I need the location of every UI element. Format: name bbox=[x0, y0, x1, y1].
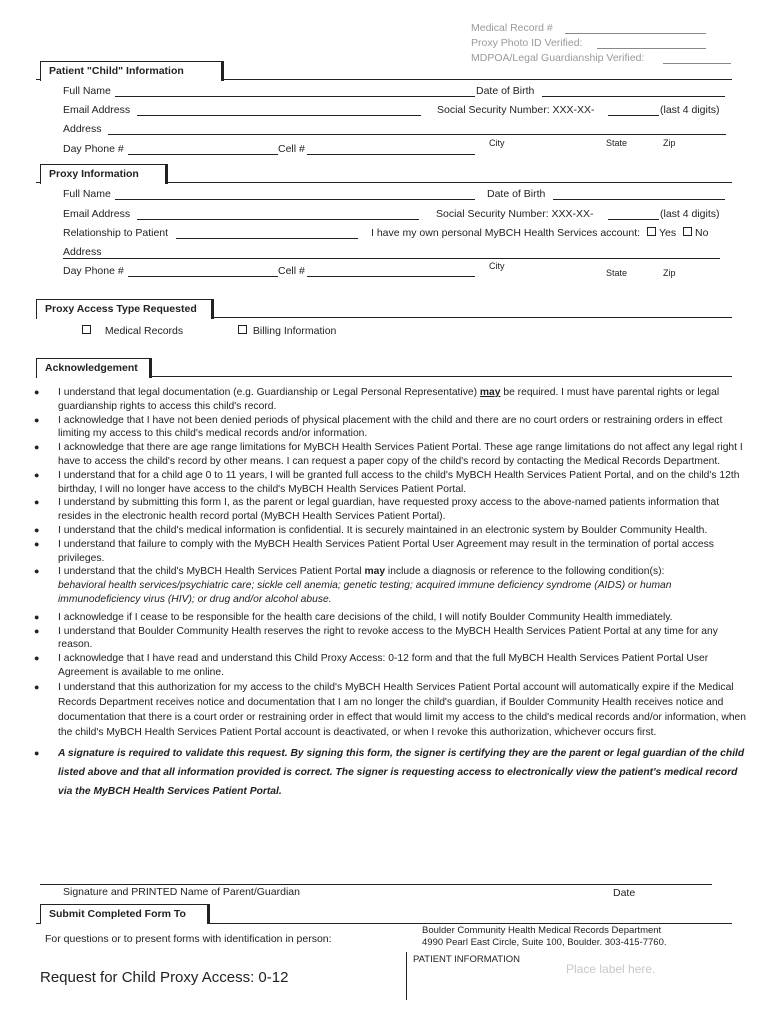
ack-emphasis: may bbox=[364, 566, 386, 578]
proxy-email-field[interactable] bbox=[137, 219, 419, 220]
bullet: ● bbox=[34, 566, 40, 577]
proxy-photo-field[interactable] bbox=[471, 37, 582, 50]
proxy-cell-field[interactable] bbox=[307, 276, 475, 277]
ack-item bbox=[34, 414, 746, 442]
proxy-state-label: State bbox=[606, 268, 628, 278]
proxy-city-label: City bbox=[489, 261, 505, 271]
bullet: ● bbox=[34, 524, 40, 535]
ack-text: I acknowledge if I cease to be responsible for the health care decisions of the child, I will notify Boulder Community Health immediately. bbox=[58, 611, 673, 623]
ack-text: A signature is required to validate this request. By signing this form, the signer is certifying they are the parent or legal guardian of the child listed above and that all information provided is correct. The signer is requesting access to electronically view the patient's medical record via the MyBCH Health Services Patient Portal. bbox=[58, 747, 745, 797]
bullet: ● bbox=[34, 469, 40, 480]
bullet: ● bbox=[34, 747, 40, 758]
signature-field[interactable] bbox=[40, 884, 712, 885]
proxy-account-no-label: No bbox=[695, 227, 709, 239]
medical-records-label: Medical Records bbox=[104, 325, 184, 337]
child-address-label: Address bbox=[63, 123, 102, 135]
ack-item bbox=[34, 469, 746, 497]
medical-records-option[interactable] bbox=[82, 325, 183, 338]
proxy-relationship-field[interactable] bbox=[176, 238, 358, 239]
child-full-name-field[interactable] bbox=[115, 96, 475, 97]
proxy-dob-label: Date of Birth bbox=[487, 188, 546, 200]
patient-info-label: PATIENT INFORMATION bbox=[413, 954, 520, 965]
child-email-field[interactable] bbox=[137, 115, 421, 116]
child-dob-label: Date of Birth bbox=[476, 85, 535, 97]
ack-text: I acknowledge that I have not been denied periods of physical placement with the child and there are no court orders or restraining orders in effect limiting my access to this child's medical records and/or information. bbox=[58, 414, 723, 440]
proxy-relationship-label: Relationship to Patient bbox=[63, 227, 169, 239]
ack-emphasis: may bbox=[479, 387, 501, 398]
medical-record-line bbox=[565, 33, 706, 34]
ack-text: include a diagnosis or reference to the following condition(s): bbox=[385, 566, 665, 578]
signature-date-label: Date bbox=[613, 887, 636, 899]
medical-record-field[interactable] bbox=[471, 22, 553, 35]
proxy-cell-label: Cell # bbox=[278, 265, 305, 277]
bullet: ● bbox=[34, 414, 40, 425]
proxy-ssn-field[interactable] bbox=[608, 219, 659, 220]
proxy-last4-label: (last 4 digits) bbox=[660, 208, 720, 220]
ack-italic-text: behavioral health services/psychiatric care; sickle cell anemia; genetic testing; acquired immune deficiency syndrome (AIDS) or human immunodeficiency virus (HIV); or drug and/or alcohol abuse. bbox=[58, 580, 672, 605]
child-state-label: State bbox=[606, 138, 628, 148]
mdpoa-line bbox=[663, 63, 731, 64]
ack-item bbox=[34, 625, 746, 653]
bullet: ● bbox=[34, 497, 40, 508]
medical-record-label: Medical Record # bbox=[471, 22, 553, 34]
proxy-address-label: Address bbox=[63, 246, 102, 258]
ack-item bbox=[34, 652, 746, 680]
submit-section-title: Submit Completed Form To bbox=[40, 904, 208, 924]
ack-item bbox=[34, 496, 746, 524]
submit-instructions: For questions or to present forms with identification in person: bbox=[45, 933, 332, 945]
ack-item bbox=[34, 680, 746, 740]
proxy-account-yes-checkbox[interactable] bbox=[647, 227, 656, 236]
bullet: ● bbox=[34, 625, 40, 636]
proxy-email-label: Email Address bbox=[63, 208, 131, 220]
ack-text: be required. I must have parental rights or legal guardianship rights to access this child's record. bbox=[58, 387, 720, 412]
child-cell-field[interactable] bbox=[307, 154, 475, 155]
form-title: Request for Child Proxy Access: 0-12 bbox=[40, 969, 289, 986]
child-cell-label: Cell # bbox=[278, 143, 305, 155]
child-last4-label: (last 4 digits) bbox=[660, 104, 720, 116]
child-day-phone-field[interactable] bbox=[128, 154, 278, 155]
bullet: ● bbox=[34, 387, 40, 397]
ack-item bbox=[34, 611, 746, 625]
ack-text: I acknowledge that there are age range limitations for MyBCH Health Services Patient Portal. These age range limitations do not affect any legal right I have to access the child's record by other means. I can request a paper copy of the child's record by contacting the Medical Records Department. bbox=[58, 442, 743, 467]
ack-text: I understand that Boulder Community Health reserves the right to revoke access to the MyBCH Health Services Patient Portal at any time for any reason. bbox=[58, 625, 718, 651]
proxy-account-yes-label: Yes bbox=[658, 227, 677, 239]
submit-address bbox=[422, 925, 667, 948]
child-day-phone-label: Day Phone # bbox=[63, 143, 124, 155]
ack-item bbox=[34, 441, 746, 469]
ack-text: I understand by submitting this form I, as the parent or legal guardian, have requested proxy access to the above-named patients information that resides in the electronic health record portal (MyBCH Health Services Patient Portal). bbox=[58, 497, 720, 523]
proxy-day-phone-field[interactable] bbox=[128, 276, 278, 277]
ack-text: I understand that failure to comply with the MyBCH Health Services Patient Portal User Agreement may result in the termination of portal access privileges. bbox=[58, 538, 714, 564]
billing-option[interactable] bbox=[238, 325, 336, 338]
access-section-title: Proxy Access Type Requested bbox=[36, 299, 212, 319]
child-dob-field[interactable] bbox=[542, 96, 725, 97]
ack-text: I understand that for a child age 0 to 11 years, I will be granted full access to the child's MyBCH Health Services Patient Portal, and on the child's 12th birthday, I will no longer have access to the child's MyBCH Health Services Patient Portal. bbox=[58, 469, 740, 495]
ack-list bbox=[34, 386, 746, 801]
child-email-label: Email Address bbox=[63, 104, 131, 116]
billing-checkbox[interactable] bbox=[238, 325, 247, 334]
patient-info-divider bbox=[406, 952, 407, 1000]
proxy-zip-label: Zip bbox=[663, 268, 676, 278]
submit-address-line1: Boulder Community Health Medical Records Department bbox=[422, 925, 662, 936]
ack-item bbox=[34, 386, 746, 414]
bullet: ● bbox=[34, 681, 40, 692]
ack-text: I acknowledge that I have read and understand this Child Proxy Access: 0-12 form and that the full MyBCH Health Services Patient Portal User Agreement is available to me online. bbox=[58, 653, 709, 678]
ack-text: I understand that the child's MyBCH Health Services Patient Portal bbox=[58, 566, 365, 578]
medical-records-checkbox[interactable] bbox=[82, 325, 91, 334]
proxy-section-title: Proxy Information bbox=[40, 164, 166, 184]
ack-item-signature-notice bbox=[34, 744, 746, 801]
bullet: ● bbox=[34, 538, 40, 549]
child-address-field[interactable] bbox=[108, 134, 726, 135]
child-section-title: Patient "Child" Information bbox=[40, 61, 222, 81]
child-ssn-field[interactable] bbox=[608, 115, 659, 116]
proxy-account-no-checkbox[interactable] bbox=[683, 227, 692, 236]
mdpoa-field[interactable] bbox=[471, 52, 644, 65]
ack-section-title: Acknowledgement bbox=[36, 358, 150, 378]
ack-text: I understand that legal documentation (e.g. Guardianship or Legal Personal Representative) bbox=[58, 387, 480, 398]
proxy-day-phone-label: Day Phone # bbox=[63, 265, 124, 277]
place-label-placeholder[interactable]: Place label here. bbox=[566, 962, 656, 976]
signature-label: Signature and PRINTED Name of Parent/Guardian bbox=[63, 886, 300, 898]
proxy-ssn-label: Social Security Number: XXX-XX- bbox=[436, 208, 594, 220]
bullet: ● bbox=[34, 442, 40, 453]
child-city-label: City bbox=[489, 138, 505, 148]
proxy-photo-line bbox=[597, 48, 706, 49]
billing-label: Billing Information bbox=[252, 325, 337, 337]
child-full-name-label: Full Name bbox=[63, 85, 111, 97]
proxy-address-field[interactable] bbox=[63, 258, 720, 259]
submit-address-line2: 4990 Pearl East Circle, Suite 100, Boulder. 303-415-7760. bbox=[422, 936, 667, 948]
mdpoa-label: MDPOA/Legal Guardianship Verified: bbox=[471, 52, 645, 64]
proxy-full-name-label: Full Name bbox=[63, 188, 111, 200]
bullet: ● bbox=[34, 653, 40, 664]
ack-item bbox=[34, 565, 746, 606]
ack-text: I understand that this authorization for my access to the child's MyBCH Health Services Patient Portal account will automatically expire if the Medical Records Department receives notice and documentation that I am no longer the child's guardian, if Boulder Community Health receives notice and documentation that there is a court order or restraining order in effect that would limit my access to the child's medical records and/or information, when the child's MyBCH Health Services Patient Portal account is deactivated, or when I revoke this authorization, whichever occurs first. bbox=[58, 681, 746, 738]
bullet: ● bbox=[34, 611, 40, 622]
ack-item bbox=[34, 538, 746, 566]
proxy-photo-label: Proxy Photo ID Verified: bbox=[471, 37, 583, 49]
proxy-full-name-field[interactable] bbox=[115, 199, 475, 200]
child-zip-label: Zip bbox=[663, 138, 676, 148]
proxy-dob-field[interactable] bbox=[553, 199, 725, 200]
ack-text: I understand that the child's medical information is confidential. It is securely maintained in an electronic system by Boulder Community Health. bbox=[58, 524, 708, 536]
proxy-account-question: I have my own personal MyBCH Health Services account: bbox=[371, 227, 641, 239]
proxy-account-row bbox=[371, 227, 708, 240]
child-ssn-label: Social Security Number: XXX-XX- bbox=[437, 104, 595, 116]
ack-item bbox=[34, 524, 746, 538]
